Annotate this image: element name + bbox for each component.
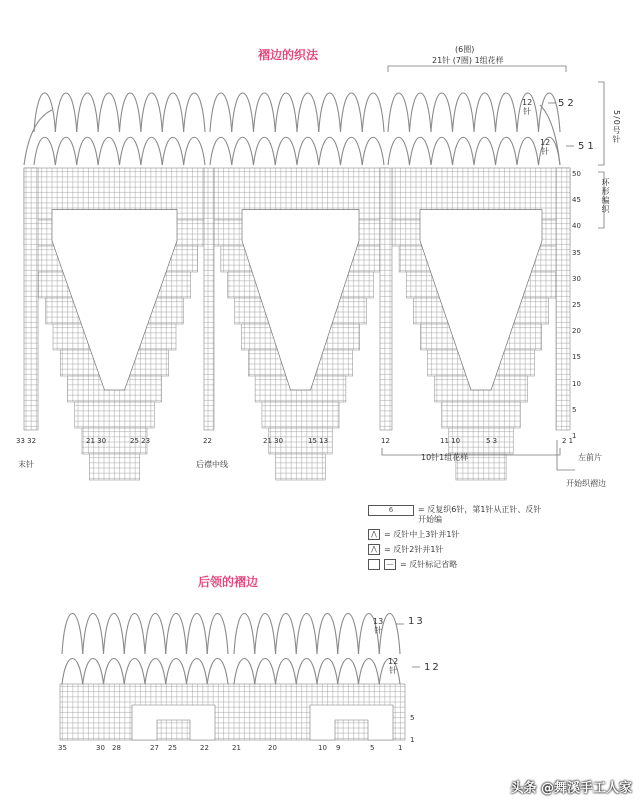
- ruffle-loop-upper: [362, 93, 384, 132]
- ruffle-loop-upper: [145, 614, 166, 655]
- top-chart-title: 褶边的织法: [258, 48, 319, 62]
- bottom-chart-row-number: 5: [410, 714, 415, 722]
- ruffle-loop-upper: [166, 614, 187, 655]
- purl-2-together-icon: ⋀: [368, 544, 380, 555]
- bottom-num-22: 22: [203, 437, 212, 445]
- row-number: 30: [572, 274, 581, 283]
- ruffle-loop-upper: [104, 614, 125, 655]
- grid-step: [75, 402, 155, 428]
- row-number: 5: [572, 405, 577, 414]
- ruffle-loop-lower: [362, 137, 384, 165]
- ruffle-loop-upper: [187, 614, 208, 655]
- top-chart-grid: [24, 168, 570, 480]
- ruffle-loop-lower: [34, 137, 55, 165]
- row-number: 1: [572, 432, 577, 440]
- ruffle-loop-upper: [254, 93, 276, 132]
- stitch-13-unit: 针: [374, 626, 383, 635]
- row-12-label: 12: [424, 662, 441, 673]
- bottom-chart-stitch-number: 1: [398, 744, 403, 752]
- ruffle-loop-lower: [55, 137, 76, 165]
- ruffle-loop-lower: [431, 137, 453, 165]
- row-number: 40: [572, 222, 581, 231]
- bottom-chart-stitch-number: 25: [168, 744, 177, 752]
- ruffle-loop-lower: [83, 659, 104, 685]
- row-number: 50: [572, 170, 581, 178]
- bottom-chart-stitch-number: 9: [336, 744, 341, 752]
- stitch-12-bottom: [388, 657, 398, 675]
- ruffle-loop-upper: [62, 614, 83, 655]
- row-52-label: 52: [558, 98, 577, 109]
- ruffle-loop-lower: [359, 659, 380, 685]
- repeat-6-symbol-icon: 6: [368, 505, 414, 516]
- bottom-num-21-30-a: 21 30: [86, 437, 107, 445]
- ruffle-loop-lower: [410, 137, 432, 165]
- stitch-12-b-num: 12: [540, 138, 551, 147]
- stitch-13: [373, 617, 383, 635]
- bottom-chart-stitch-number: 22: [200, 744, 209, 752]
- ruffle-loop-upper: [275, 93, 297, 132]
- ruffle-loop-upper: [184, 93, 205, 132]
- ruffle-loop-lower: [517, 137, 539, 165]
- ruffle-loop-lower: [187, 659, 208, 685]
- ruffle-loop-lower: [104, 659, 125, 685]
- ruffle-loop-upper: [276, 614, 297, 655]
- row-51-label: 51: [578, 141, 597, 152]
- ruffle-loop-upper: [341, 93, 363, 132]
- ruffle-loop-lower: [124, 659, 145, 685]
- stitch-12-a-unit: 针: [523, 107, 532, 116]
- ruffle-loop-lower: [77, 137, 98, 165]
- left-edge-strip: [24, 168, 38, 430]
- ruffle-loop-lower: [474, 137, 496, 165]
- ruffle-loop-upper: [207, 614, 228, 655]
- purl-3-together-icon: ⋀: [368, 529, 380, 540]
- bottom-num-5-3: 5 3: [486, 437, 498, 445]
- ruffle-loop-lower: [162, 137, 183, 165]
- bottom-chart-stitch-number: 28: [112, 744, 121, 752]
- ruffle-loop-upper: [232, 93, 254, 132]
- ruffle-edge-left: [24, 110, 52, 165]
- grid-step: [276, 454, 326, 480]
- stitch-12-bottom-unit: 针: [389, 666, 398, 675]
- ring-knit-label: 环形编织: [601, 178, 610, 214]
- bottom-chart-stitch-number: 35: [58, 744, 67, 752]
- ruffle-loop-lower: [184, 137, 205, 165]
- ruffle-loop-upper: [234, 614, 255, 655]
- row-number: 45: [572, 196, 581, 205]
- ruffle-loop-upper: [124, 614, 145, 655]
- legend-item-1-text: = 反复织6针，第1针从正针、反针开始编: [418, 505, 542, 524]
- bottom-chart-stitch-number: 20: [268, 744, 277, 752]
- row-number: 20: [572, 327, 581, 336]
- left-front-label: 左前片: [578, 453, 602, 462]
- stitch-13-num: 13: [373, 617, 384, 626]
- ruffle-loop-upper: [162, 93, 183, 132]
- bottom-chart-row-number: 1: [410, 736, 415, 744]
- ruffle-loop-lower: [232, 137, 254, 165]
- row-number: 15: [572, 353, 581, 362]
- ruffle-edge-right: [540, 105, 560, 165]
- ruffle-loop-upper: [431, 93, 453, 132]
- legend-item-2: [368, 529, 548, 540]
- watermark: 头条 @舞溪手工人家: [510, 781, 632, 796]
- ruffle-loop-lower: [254, 137, 276, 165]
- ruffle-loop-lower: [276, 659, 297, 685]
- bottom-num-25-23: 25 23: [130, 437, 151, 445]
- ruffle-loop-upper: [296, 614, 317, 655]
- start-ruffle-label: 开始织褶边: [566, 479, 606, 488]
- stitch-12-a: [522, 98, 532, 116]
- bottom-num-11-10: 11 10: [440, 437, 461, 445]
- ruffle-loop-lower: [297, 137, 319, 165]
- ruffle-loop-upper: [34, 93, 55, 132]
- row-number: 35: [572, 248, 581, 257]
- ruffle-loop-upper: [319, 93, 341, 132]
- ruffle-loop-lower: [234, 659, 255, 685]
- ruffle-loop-lower: [296, 659, 317, 685]
- grid-step: [262, 402, 339, 428]
- ruffle-loop-lower: [120, 137, 141, 165]
- row-number: 10: [572, 379, 581, 388]
- ruffle-loop-lower: [141, 137, 162, 165]
- legend-item-4-text: = 反针标记省略: [400, 560, 458, 569]
- row-13-label: 13: [408, 616, 425, 627]
- ruffle-loop-upper: [338, 614, 359, 655]
- repeat-label-line2: 21针 (7圈) 1组花样: [432, 56, 504, 65]
- ruffle-loop-lower: [98, 137, 119, 165]
- front-strip: [556, 168, 570, 430]
- end-stitch-label: 末针: [18, 460, 34, 469]
- ruffle-loop-lower: [319, 137, 341, 165]
- ruffle-loop-upper: [474, 93, 496, 132]
- legend-item-3: [368, 544, 548, 555]
- ruffle-loop-upper: [297, 93, 319, 132]
- center-strip: [204, 168, 214, 430]
- bottom-num-33-32: 33 32: [16, 437, 37, 445]
- ruffle-loop-upper: [55, 93, 76, 132]
- bottom-num-21-30-b: 21 30: [263, 437, 284, 445]
- bottom-chart-stitch-number: 5: [370, 744, 375, 752]
- legend-item-1: [368, 505, 548, 525]
- ruffle-loop-upper: [98, 93, 119, 132]
- needle-bracket: [598, 82, 604, 165]
- bottom-num-12: 12: [381, 437, 390, 445]
- legend-item-2-text: = 反针中上3针并1针: [384, 530, 460, 539]
- row-number: 25: [572, 301, 581, 309]
- ruffle-loop-lower: [207, 659, 228, 685]
- legend-item-4: [368, 559, 548, 570]
- blank-cell-icon: [368, 559, 380, 570]
- ruffle-loop-lower: [255, 659, 276, 685]
- bottom-chart-stitch-number: 30: [96, 744, 105, 752]
- ruffle-loop-lower: [145, 659, 166, 685]
- ruffle-loop-lower: [166, 659, 187, 685]
- ruffle-loop-lower: [275, 137, 297, 165]
- purl-mark-icon: —: [384, 559, 396, 570]
- ruffle-loop-upper: [141, 93, 162, 132]
- ruffle-loop-lower: [453, 137, 475, 165]
- bottom-chart-stitch-number: 27: [150, 744, 159, 752]
- grid-step: [89, 454, 140, 480]
- stitch-12-b-unit: 针: [541, 147, 550, 156]
- right-strip: [380, 168, 392, 430]
- bottom-chart-stitch-number: 10: [318, 744, 327, 752]
- needle-size-label: 5/0号针: [612, 110, 621, 144]
- bottom-chart-grid: [60, 684, 405, 740]
- ruffle-loop-upper: [210, 93, 232, 132]
- ruffle-loop-upper: [317, 614, 338, 655]
- stitch-12-bottom-num: 12: [388, 657, 399, 666]
- ruffle-loop-lower: [338, 659, 359, 685]
- grid-step: [442, 402, 521, 428]
- stitch-12-a-num: 12: [522, 98, 533, 107]
- ruffle-loop-upper: [388, 93, 410, 132]
- repeat-10-label: 10针1组花样: [421, 453, 469, 462]
- bottom-num-2-1: 2 1: [562, 437, 574, 445]
- ruffle-loop-lower: [496, 137, 518, 165]
- ruffle-loop-upper: [410, 93, 432, 132]
- ruffle-loop-lower: [317, 659, 338, 685]
- ruffle-loop-lower: [388, 137, 410, 165]
- ruffle-loop-upper: [255, 614, 276, 655]
- center-line-label: 后襟中线: [196, 460, 228, 469]
- bottom-chart-title: 后领的褶边: [198, 575, 259, 589]
- repeat-label-line1: (6圈): [455, 45, 475, 54]
- ruffle-loop-upper: [83, 614, 104, 655]
- ruffle-loop-upper: [496, 93, 518, 132]
- ruffle-loop-upper: [453, 93, 475, 132]
- ruffle-loop-upper: [77, 93, 98, 132]
- legend-item-3-text: = 反针2针并1针: [384, 545, 444, 554]
- stitch-12-b: [540, 138, 550, 156]
- ruffle-loop-upper: [539, 93, 561, 132]
- ruffle-loop-lower: [210, 137, 232, 165]
- ruffle-loop-lower: [341, 137, 363, 165]
- legend: [368, 505, 548, 570]
- bottom-chart-stitch-number: 21: [232, 744, 241, 752]
- ruffle-loop-lower: [62, 659, 83, 685]
- ruffle-loop-upper: [120, 93, 141, 132]
- bottom-num-15-13: 15 13: [308, 437, 329, 445]
- repeat-bracket: [388, 66, 566, 72]
